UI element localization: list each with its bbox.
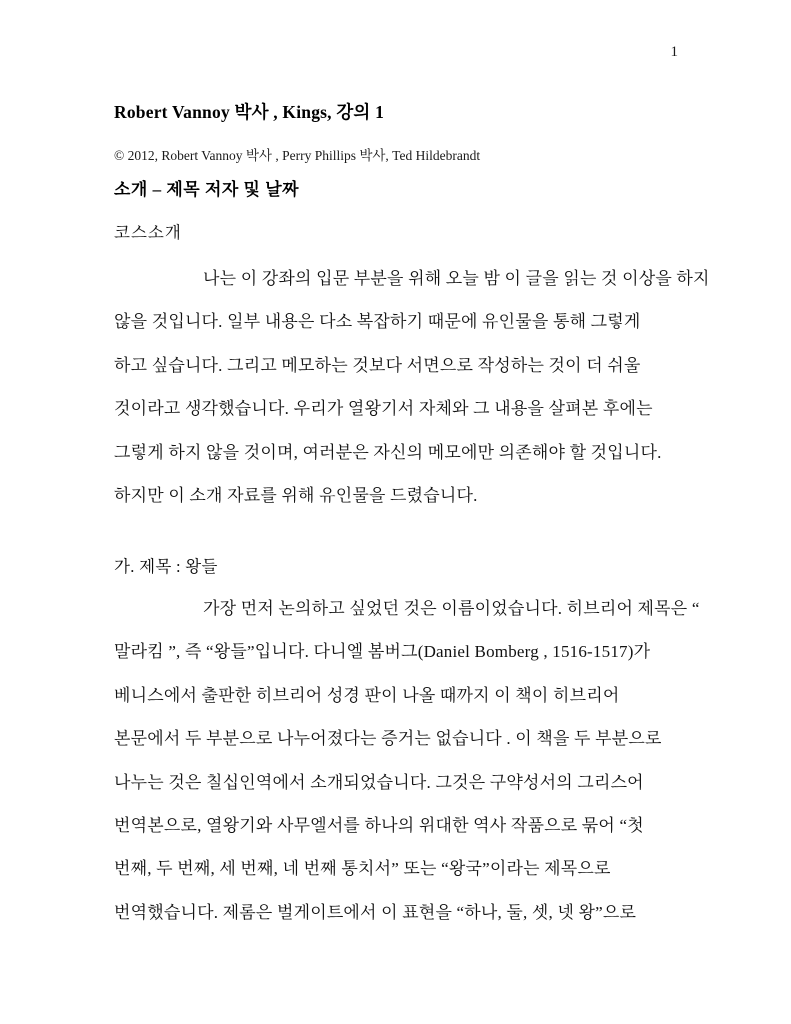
paragraph-line: 번역했습니다. 제롬은 벌게이트에서 이 표현을 “하나, 둘, 셋, 넷 왕”으로 bbox=[114, 902, 637, 922]
copyright-line: © 2012, Robert Vannoy 박사 , Perry Phillips 박사, Ted Hildebrandt bbox=[114, 148, 481, 163]
paragraph-line: 나는 이 강좌의 입문 부분을 위해 오늘 밤 이 글을 읽는 것 이상을 하지 bbox=[203, 269, 710, 288]
paragraph-line: 번째, 두 번째, 세 번째, 네 번째 통치서” 또는 “왕국”이라는 제목으로 bbox=[114, 859, 611, 879]
course-intro-label: 코스소개 bbox=[114, 223, 182, 242]
paragraph-line: 그렇게 하지 않을 것이며, 여러분은 자신의 메모에만 의존해야 할 것입니다. bbox=[114, 442, 662, 462]
paragraph-line: 가장 먼저 논의하고 싶었던 것은 이름이었습니다. 히브리어 제목은 “ bbox=[203, 599, 700, 618]
paragraph-line: 하지만 이 소개 자료를 위해 유인물을 드렸습니다. bbox=[114, 485, 478, 505]
paragraph-line: 하고 싶습니다. 그리고 메모하는 것보다 서면으로 작성하는 것이 더 쉬울 bbox=[114, 355, 641, 375]
paragraph-line: 베니스에서 출판한 히브리어 성경 판이 나올 때까지 이 책이 히브리어 bbox=[114, 685, 620, 705]
paragraph-line: 본문에서 두 부분으로 나누어졌다는 증거는 없습니다 . 이 책을 두 부분으로 bbox=[114, 729, 662, 749]
paragraph-line: 것이라고 생각했습니다. 우리가 열왕기서 자체와 그 내용을 살펴본 후에는 bbox=[114, 399, 653, 419]
page-number: 1 bbox=[670, 44, 678, 60]
title-section-paragraph bbox=[114, 587, 700, 934]
paragraph-line: 번역본으로, 열왕기와 사무엘서를 하나의 위대한 역사 작품으로 묶어 “첫 bbox=[114, 815, 644, 835]
paragraph-line: 나누는 것은 칠십인역에서 소개되었습니다. 그것은 구약성서의 그리스어 bbox=[114, 772, 644, 792]
subsection-heading-title-kings: 가. 제목 : 왕들 bbox=[114, 557, 218, 576]
document-title: Robert Vannoy 박사 , Kings, 강의 1 bbox=[114, 102, 385, 122]
paragraph-line: 말라킴 ”, 즉 “왕들”입니다. 다니엘 봄버그(Daniel Bomberg , 1516-1517)가 bbox=[114, 642, 651, 662]
course-intro-paragraph bbox=[114, 257, 710, 517]
section-heading: 소개 – 제목 저자 및 날짜 bbox=[114, 180, 300, 199]
paragraph-line: 않을 것입니다. 일부 내용은 다소 복잡하기 때문에 유인물을 통해 그렇게 bbox=[114, 312, 641, 332]
